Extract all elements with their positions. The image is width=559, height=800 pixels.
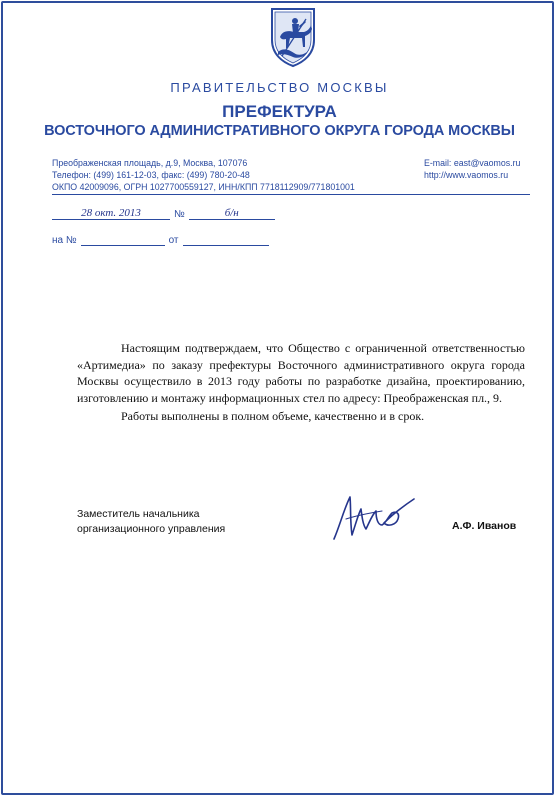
date-field [52,207,170,220]
government-title: ПРАВИТЕЛЬСТВО МОСКВЫ [170,80,389,95]
phone-fax: Телефон: (499) 161-12-03, факс: (499) 780-20-48 [52,170,250,180]
letter-body [77,340,525,425]
handwritten-signature-icon [326,485,426,547]
email[interactable]: E-mail: east@vaomos.ru [424,158,521,168]
signatory-title [77,507,225,537]
prefecture-title: ПРЕФЕКТУРА [222,102,337,121]
handwritten-date: 28 окт. 2013 [81,207,141,219]
outgoing-reg-row [52,207,275,220]
number-field [189,207,275,220]
signatory-title-line-2: организационного управления [77,523,226,535]
district-title: ВОСТОЧНОГО АДМИНИСТРАТИВНОГО ОКРУГА ГОРОДА МОСКВЫ [44,123,515,139]
registry-codes: ОКПО 42009096, ОГРН 1027700559127, ИНН/КПП 7718112909/771801001 [52,182,355,192]
ref-label: на № [52,235,77,246]
address: Преображенская площадь, д.9, Москва, 107076 [52,158,248,168]
signatory-title-line-1: Заместитель начальника [77,508,200,520]
header-divider [52,194,530,195]
handwritten-number: б/н [224,207,239,219]
online-contacts [424,157,520,181]
ref-date-field [183,233,269,246]
from-label: от [168,235,179,246]
ref-number-field [81,233,165,246]
signatory-name: А.Ф. Иванов [452,520,517,532]
number-label: № [174,209,185,220]
body-paragraph-2: Работы выполнены в полном объеме, качественно и в срок. [121,409,425,424]
body-paragraph-1: Настоящим подтверждаем, что Общество с ограниченной ответственностью «Артимедиа» по заказу префектуры Восточного административного округа города Москвы осуществило в 2013 году работы по разработке дизайна, проектированию, изготовлению и монтажу информационных стел по адресу: Преображенская пл., 9. [77,341,525,405]
website[interactable]: http://www.vaomos.ru [424,170,509,180]
moscow-coat-of-arms-icon [268,6,318,68]
contact-details [52,157,355,193]
incoming-ref-row [52,233,269,246]
